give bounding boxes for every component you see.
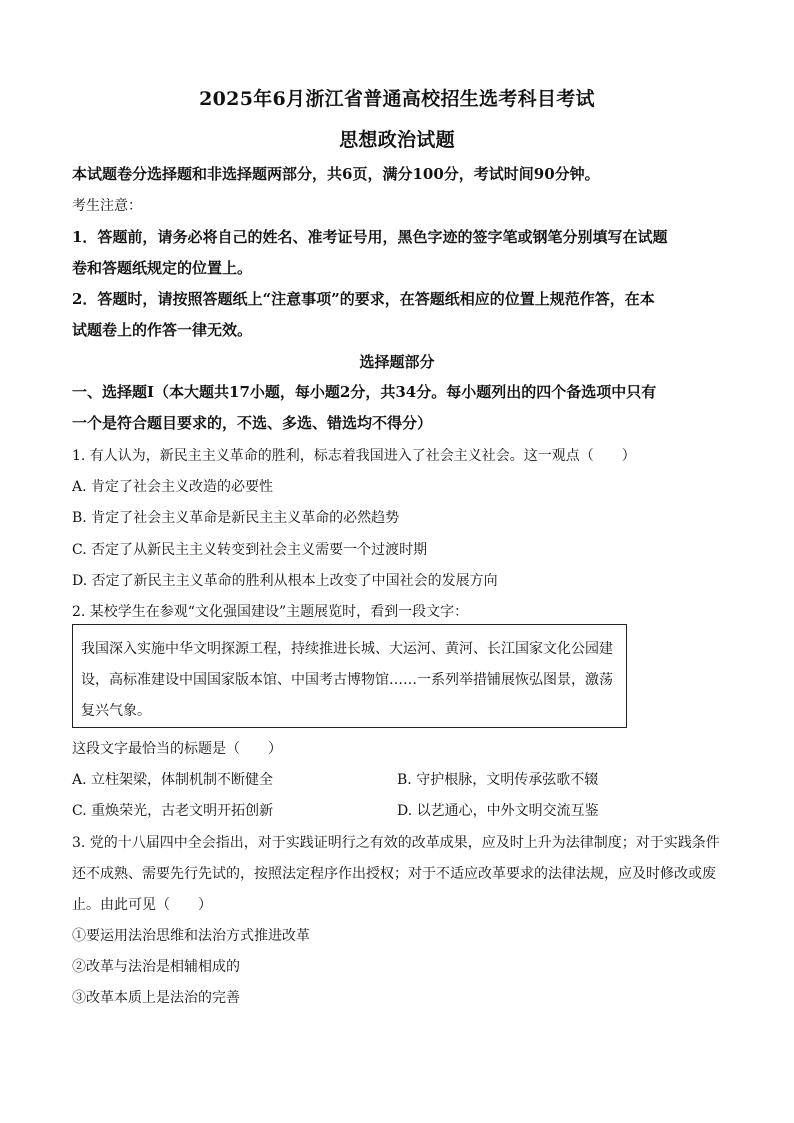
question-2-stem: 2. 某校学生在参观“文化强国建设”主题展览时，看到一段文字： — [72, 604, 469, 620]
notice-item-2-line-2: 试题卷上的作答一律无效。 — [72, 321, 253, 339]
question-2-option-d: D. 以艺通心，中外文明交流互鉴 — [397, 803, 599, 819]
question-2-material-box — [72, 624, 627, 728]
question-2-option-a: A. 立柱架梁，体制机制不断健全 — [72, 772, 274, 788]
question-1-stem: 1. 有人认为，新民主主义革命的胜利，标志着我国进入了社会主义社会。这一观点（ ） — [72, 448, 636, 464]
question-3-item-1: ①要运用法治思维和法治方式推进改革 — [72, 928, 310, 944]
material-line-2: 设，高标准建设中国国家版本馆、中国考古博物馆……一系列举措铺展恢弘图景，激荡 — [81, 672, 613, 688]
question-2-option-b: B. 守护根脉，文明传承弦歌不辍 — [397, 772, 599, 788]
section-heading: 选择题部分 — [359, 353, 435, 371]
notice-label: 考生注意： — [72, 198, 142, 214]
question-3-stem-line-2: 还不成熟、需要先行先试的，按照法定程序作出授权；对于不适应改革要求的法律法规，应及时修改或废 — [72, 866, 716, 882]
exam-subject-title: 思想政治试题 — [339, 129, 455, 151]
question-2-option-c: C. 重焕荣光，古老文明开拓创新 — [72, 803, 274, 819]
notice-item-1-line-1: 1．答题前，请务必将自己的姓名、准考证号用，黑色字迹的签字笔或钢笔分别填写在试题 — [72, 228, 668, 246]
question-1-option-d: D. 否定了新民主主义革命的胜利从根本上改变了中国社会的发展方向 — [72, 573, 498, 589]
question-3-stem-line-1: 3. 党的十八届四中全会指出，对于实践证明行之有效的改革成果，应及时上升为法律制度；对于实践条件 — [72, 835, 720, 851]
question-3-item-3: ③改革本质上是法治的完善 — [72, 990, 240, 1006]
exam-title: 2025年6月浙江省普通高校招生选考科目考试 — [199, 88, 595, 110]
question-1-option-c: C. 否定了从新民主主义转变到社会主义需要一个过渡时期 — [72, 542, 428, 558]
question-3-item-2: ②改革与法治是相辅相成的 — [72, 959, 240, 975]
question-1-option-b: B. 肯定了社会主义革命是新民主主义革命的必然趋势 — [72, 510, 400, 526]
part-instructions-line-2: 一个是符合题目要求的，不选、多选、错选均不得分） — [72, 414, 433, 432]
question-3-stem-line-3: 止。由此可见（ ） — [72, 897, 212, 913]
part-instructions-line-1: 一、选择题Ⅰ（本大题共17小题，每小题2分，共34分。每小题列出的四个备选项中只有 — [72, 383, 657, 401]
notice-item-2-line-1: 2．答题时，请按照答题纸上“注意事项”的要求，在答题纸相应的位置上规范作答，在本 — [72, 290, 655, 308]
material-line-1: 我国深入实施中华文明探源工程，持续推进长城、大运河、黄河、长江国家文化公园建 — [81, 641, 613, 657]
question-1-option-a: A. 肯定了社会主义改造的必要性 — [72, 479, 274, 495]
exam-overview: 本试题卷分选择题和非选择题两部分，共6页，满分100分，考试时间90分钟。 — [72, 165, 600, 183]
notice-item-1-line-2: 卷和答题纸规定的位置上。 — [72, 259, 253, 277]
material-line-3: 复兴气象。 — [81, 703, 151, 719]
question-2-question: 这段文字最恰当的标题是（ ） — [72, 741, 282, 757]
